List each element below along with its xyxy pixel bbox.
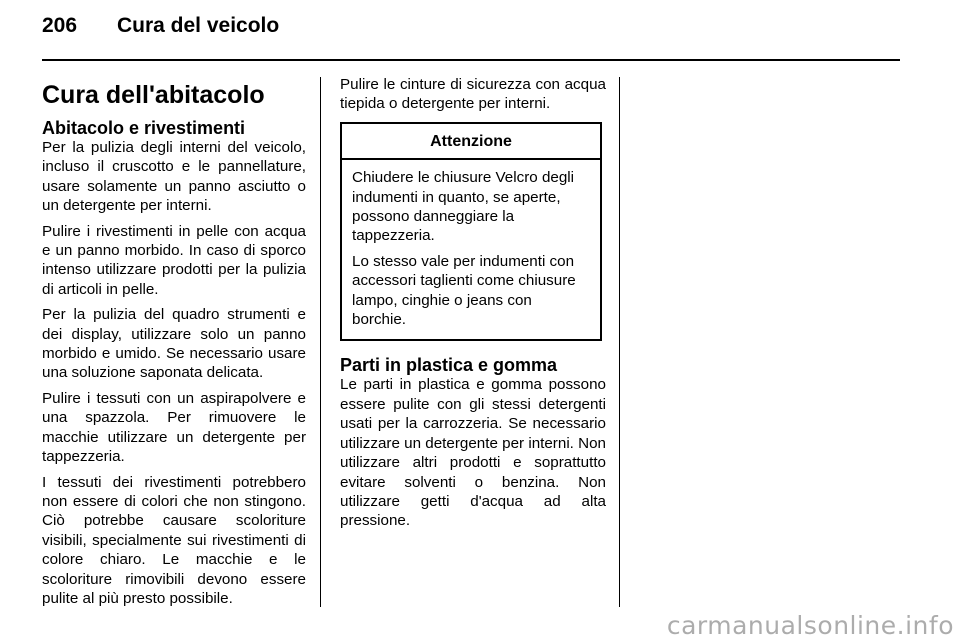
paragraph: Per la pulizia degli interni del veicolo, incluso il cruscotto e le pannellature, usare solamente un panno asciutto o un detergente per interni. bbox=[42, 139, 306, 215]
section-title: Cura dell'abitacolo bbox=[42, 81, 265, 109]
column-divider bbox=[320, 77, 321, 607]
page-number: 206 bbox=[42, 14, 78, 37]
paragraph: Pulire i tessuti con un aspirapolvere e una spazzola. Per rimuovere le macchie utilizzare un detergente per tappezzeria. bbox=[42, 389, 306, 466]
chapter-title: Cura del veicolo bbox=[117, 14, 280, 37]
paragraph: Pulire i rivestimenti in pelle con acqua e un panno morbido. In caso di sporco intenso utilizzare prodotti per la pulizia di articoli in pelle. bbox=[42, 222, 306, 298]
paragraph: Per la pulizia del quadro strumenti e dei display, utilizzare solo un panno morbido e umido. Se necessario usare una soluzione saponata delicata. bbox=[42, 306, 306, 382]
watermark-logo: carmanualsonline.info bbox=[666, 611, 954, 640]
subsection-title: Parti in plastica e gomma bbox=[340, 355, 558, 376]
warning-title: Attenzione bbox=[342, 124, 600, 160]
subsection-title: Abitacolo e rivestimenti bbox=[42, 118, 246, 138]
middle-column bbox=[340, 75, 606, 537]
paragraph: Le parti in plastica e gomma possono essere pulite con gli stessi detergenti usati per la carrozzeria. Se necessario utilizzare un detergente per interni. Non utilizzare altri prodotti e soprattutto evitare solventi o benzina. Non utilizzare getti d'acqua ad alta pressione. bbox=[340, 376, 606, 530]
paragraph: Pulire le cinture di sicurezza con acqua tiepida o detergente per interni. bbox=[340, 76, 606, 113]
plastic-rubber-section bbox=[340, 355, 606, 530]
column-divider bbox=[619, 77, 620, 607]
warning-body bbox=[342, 160, 600, 339]
left-column bbox=[42, 80, 306, 614]
warning-box bbox=[340, 122, 602, 342]
header-rule bbox=[42, 59, 900, 61]
paragraph: I tessuti dei rivestimenti potrebbero non essere di colori che non stingono. Ciò potrebbe causare scoloriture visibili, specialmente sui rivestimenti di colore chiaro. Le macchie e le scoloriture rimovibili devono essere pulite al più presto possibile. bbox=[42, 473, 306, 607]
warning-paragraph: Chiudere le chiusure Velcro degli indumenti in quanto, se aperte, possono danneggiare la tappezzeria. bbox=[352, 169, 575, 245]
warning-paragraph: Lo stesso vale per indumenti con accessori taglienti come chiusure lampo, cinghie o jeans con borchie. bbox=[352, 252, 576, 329]
